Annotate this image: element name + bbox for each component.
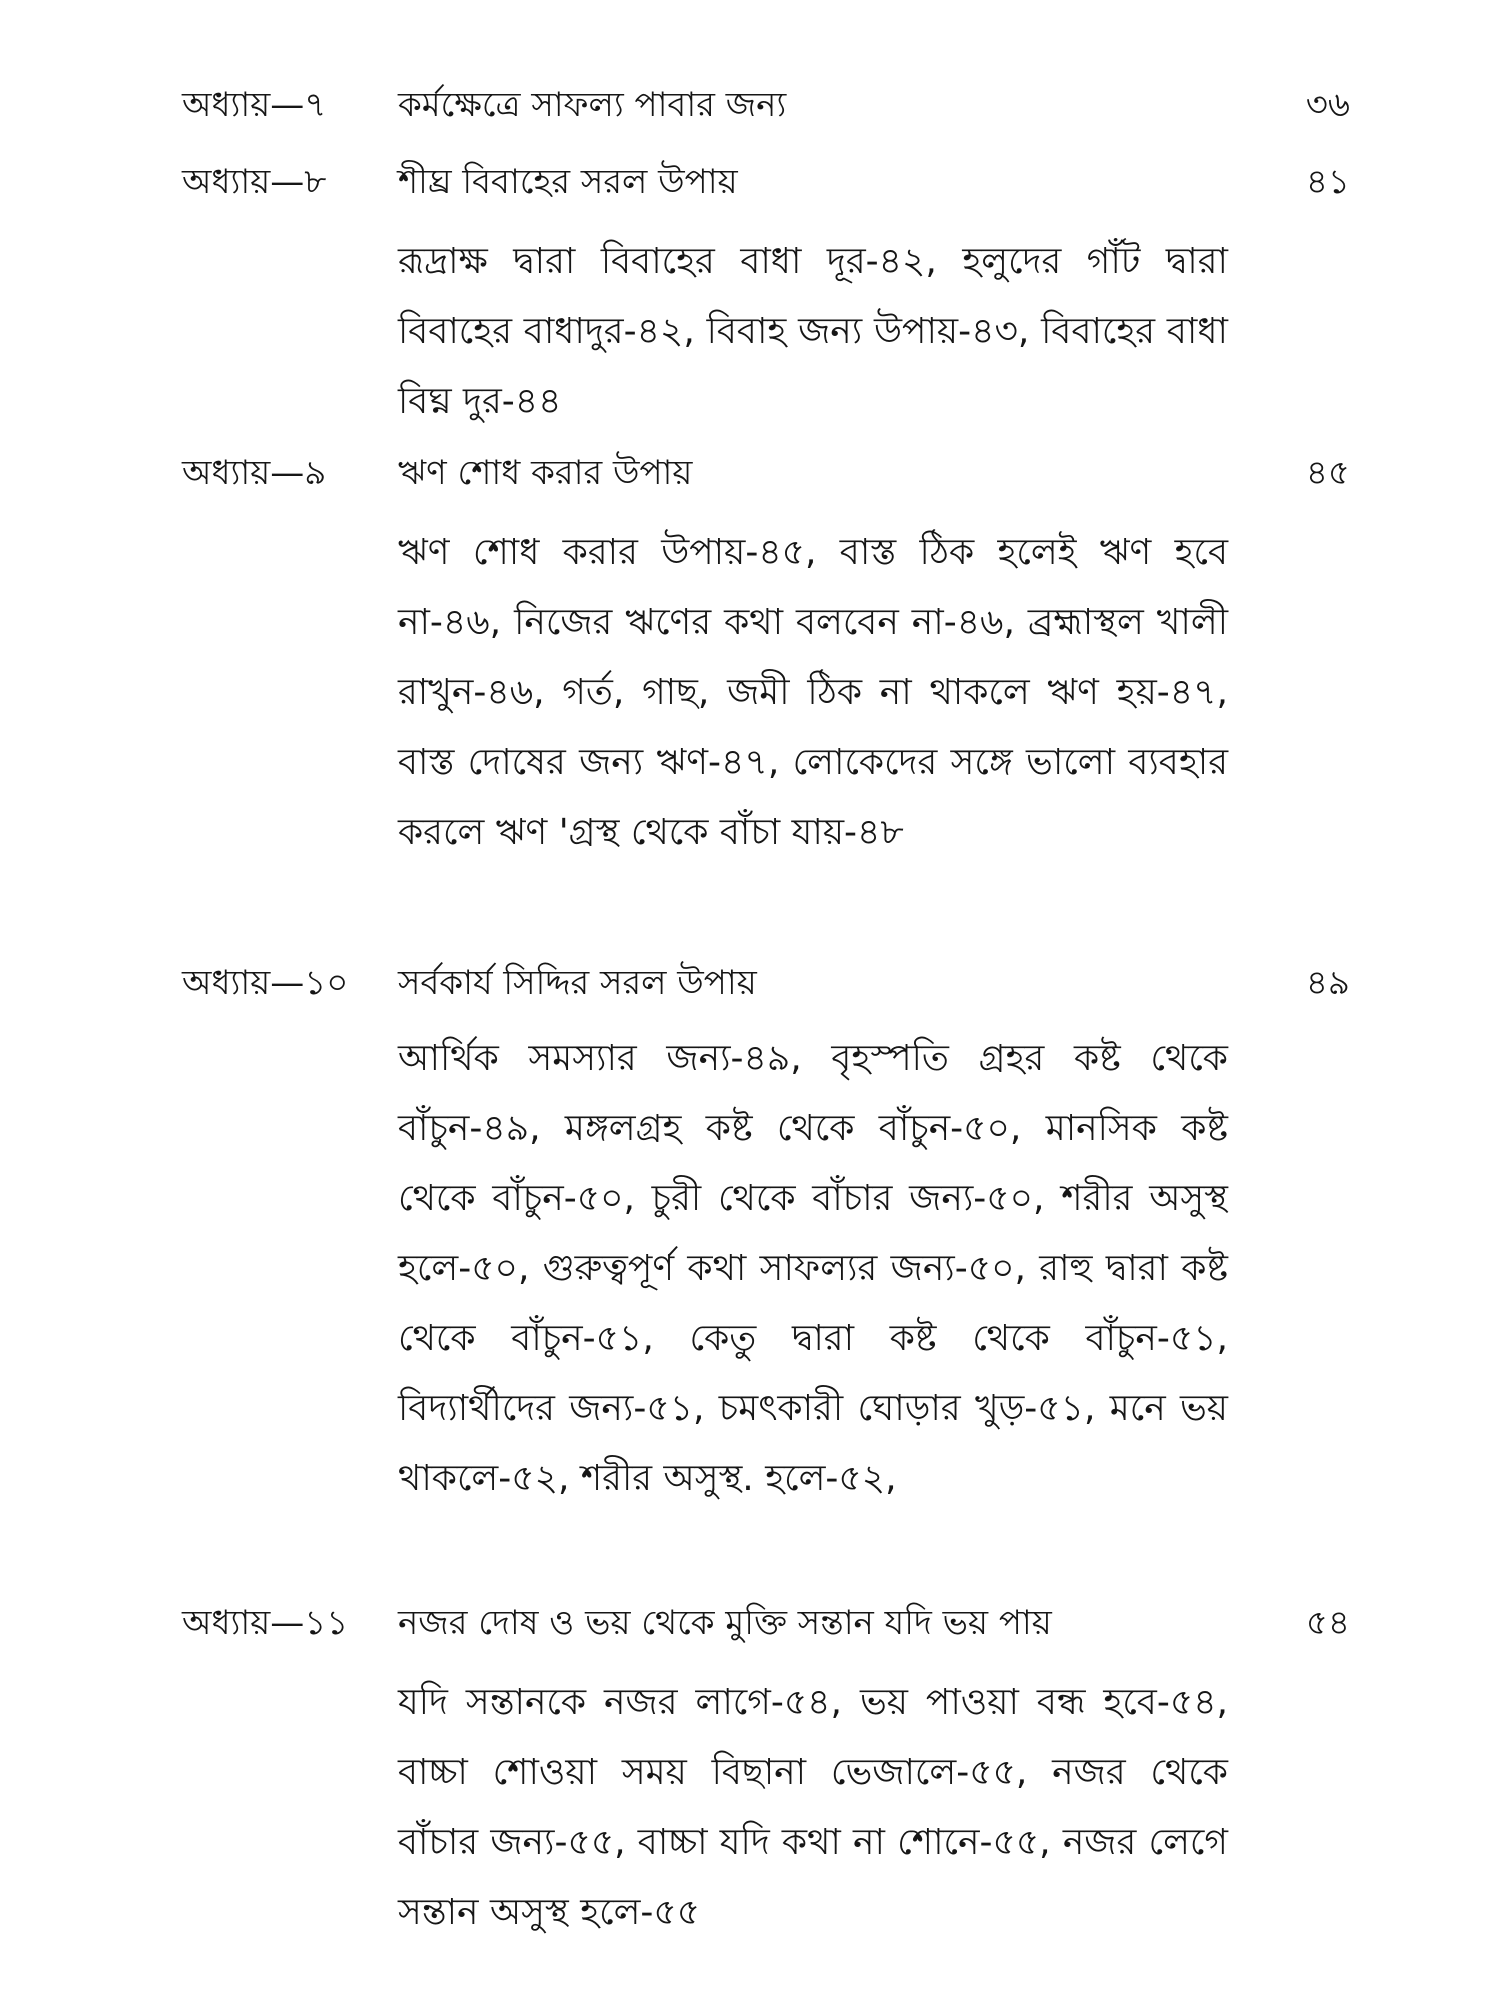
chapter-topics: ঋণ শোধ করার উপায়-৪৫, বাস্ত ঠিক হলেই ঋণ হবে না-৪৬, নিজের ঋণের কথা বলবেন না-৪৬, ব্রহ্মাস্থল খালী রাখুন-৪৬, গর্ত, গাছ, জমী ঠিক না থাকলে ঋণ হয়-৪৭, বাস্ত দোষের জন্য ঋণ-৪৭, লোকেদের সঙ্গে ভালো ব্যবহার করলে ঋণ 'গ্রস্থ থেকে বাঁচা যায়-৪৮ — [398, 532, 1228, 853]
chapter-page-number: ৪৯ — [1305, 963, 1350, 1003]
chapter-label: অধ্যায়—৮ — [182, 162, 327, 202]
chapter-topics: রূদ্রাক্ষ দ্বারা বিবাহের বাধা দূর-৪২, হলুদের গাঁট দ্বারা বিবাহের বাধাদুর-৪২, বিবাহ জন্য উপায়-৪৩, বিবাহের বাধা বিঘ্ন দুর-৪৪ — [398, 241, 1228, 422]
chapter-page-number: ৩৬ — [1305, 85, 1350, 125]
chapter-page-number: ৪৫ — [1305, 453, 1350, 493]
chapter-page-number: ৫৪ — [1305, 1603, 1350, 1643]
chapter-label: অধ্যায়—১১ — [182, 1603, 349, 1643]
chapter-topics: যদি সন্তানকে নজর লাগে-৫৪, ভয় পাওয়া বন্ধ হবে-৫৪, বাচ্চা শোওয়া সময় বিছানা ভেজালে-৫৫, নজর থেকে বাঁচার জন্য-৫৫, বাচ্চা যদি কথা না শোনে-৫৫, নজর লেগে সন্তান অসুস্থ হলে-৫৫ — [398, 1682, 1228, 1933]
chapter-title: শীঘ্র বিবাহের সরল উপায় — [398, 162, 738, 202]
chapter-label: অধ্যায়—৯ — [182, 453, 327, 493]
chapter-title: ঋণ শোধ করার উপায় — [398, 453, 693, 493]
chapter-label: অধ্যায়—৭ — [182, 85, 327, 125]
chapter-title: সর্বকার্য সিদ্দির সরল উপায় — [398, 963, 757, 1003]
chapter-label: অধ্যায়—১০ — [182, 963, 349, 1003]
chapter-title: কর্মক্ষেত্রে সাফল্য পাবার জন্য — [398, 85, 787, 125]
chapter-topics: আর্থিক সমস্যার জন্য-৪৯, বৃহস্পতি গ্রহর কষ্ট থেকে বাঁচুন-৪৯, মঙ্গলগ্রহ কষ্ট থেকে বাঁচুন-৫০, মানসিক কষ্ট থেকে বাঁচুন-৫০, চুরী থেকে বাঁচার জন্য-৫০, শরীর অসুস্থ হলে-৫০, গুরুত্বপূর্ণ কথা সাফল্যর জন্য-৫০, রাহু দ্বারা কষ্ট থেকে বাঁচুন-৫১, কেতু দ্বারা কষ্ট থেকে বাঁচুন-৫১, বিদ্যার্থীদের জন্য-৫১, চমৎকারী ঘোড়ার খুড়-৫১, মনে ভয় থাকলে-৫২, শরীর অসুস্থ. হলে-৫২, — [398, 1038, 1228, 1499]
chapter-title: নজর দোষ ও ভয় থেকে মুক্তি সন্তান যদি ভয় পায় — [398, 1603, 1052, 1643]
chapter-page-number: ৪১ — [1305, 162, 1350, 202]
